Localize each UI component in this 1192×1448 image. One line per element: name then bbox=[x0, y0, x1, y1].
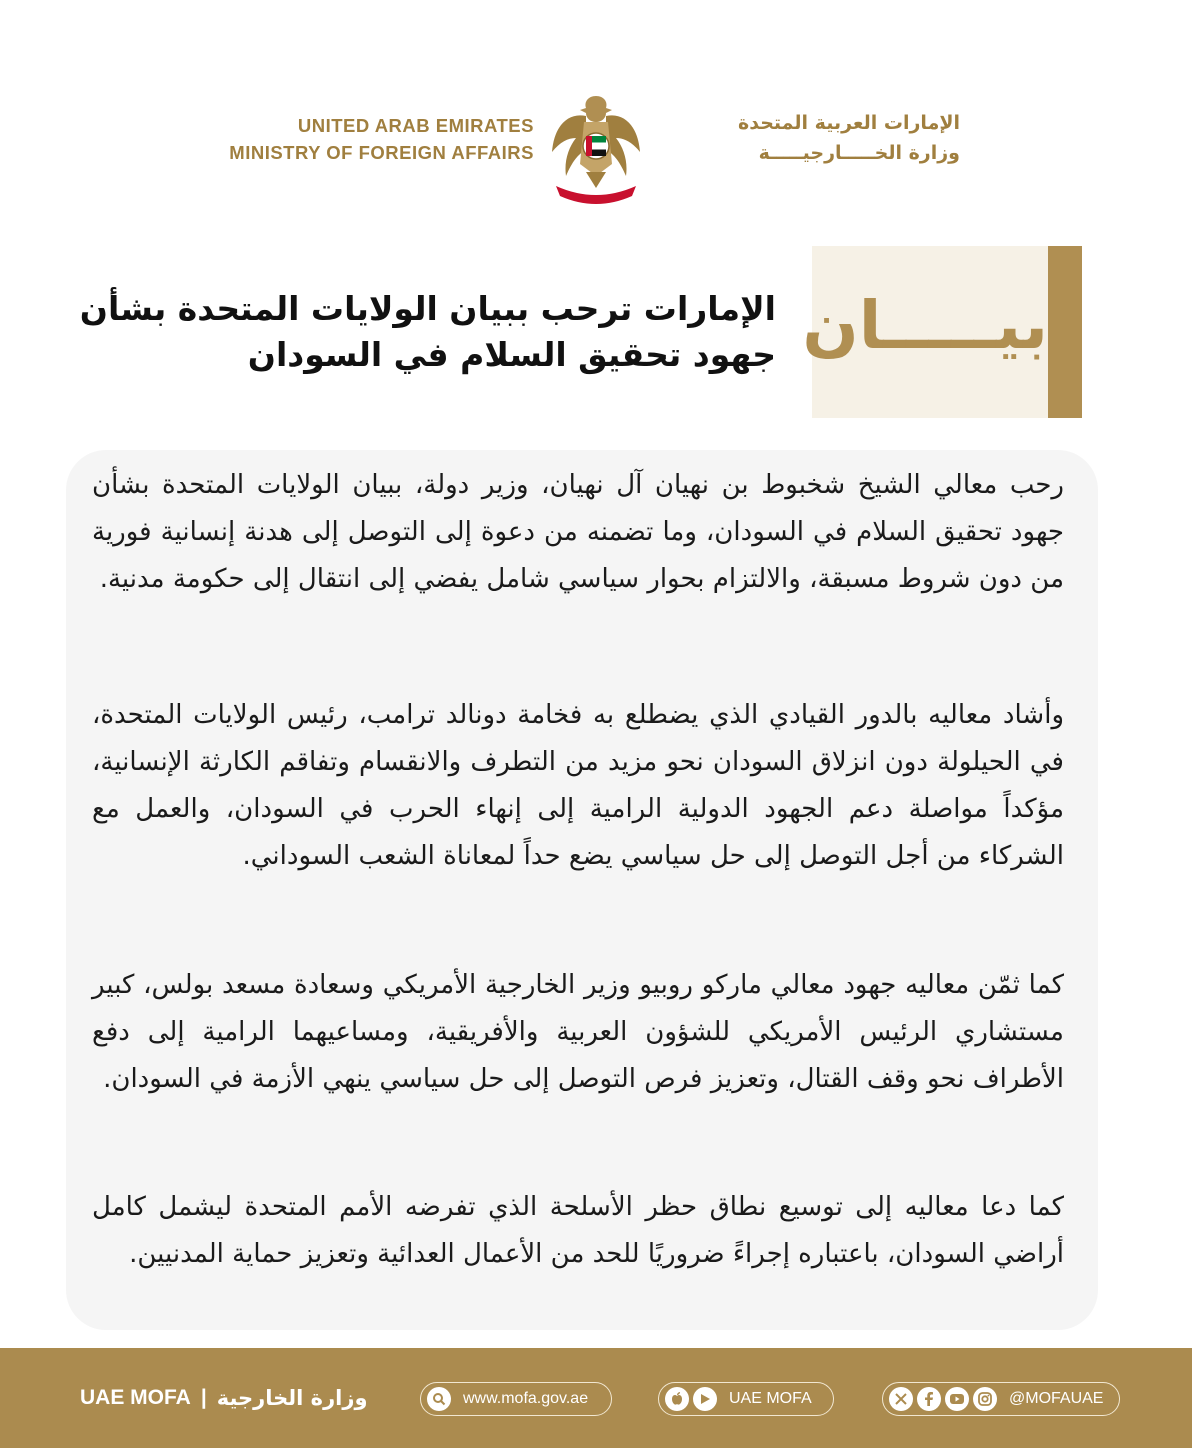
statement-tag-bar bbox=[1048, 246, 1082, 418]
brand-english: UAE MOFA bbox=[80, 1386, 191, 1409]
paragraph-1: رحب معالي الشيخ شخبوط بن نهيان آل نهيان، وزير دولة، ببيان الولايات المتحدة بشأن جهود تحقيق السلام في السودان، وما تضمنه من دعوة إلى التوصل إلى هدنة إنسانية فورية من دون شروط مسبقة، والالتزام بحوار سياسي شامل يفضي إلى انتقال إلى حكومة مدنية. bbox=[92, 470, 1064, 594]
brand-arabic: وزارة الخارجية bbox=[216, 1386, 368, 1410]
header-en-line2: MINISTRY OF FOREIGN AFFAIRS bbox=[229, 142, 534, 163]
header-ar-line1: الإمارات العربية المتحدة bbox=[738, 112, 960, 134]
youtube-icon bbox=[945, 1387, 969, 1411]
header-arabic bbox=[660, 108, 960, 168]
statement-tag-label: بيـــــان bbox=[802, 287, 1048, 364]
social-handle: @MOFAUAE bbox=[1009, 1390, 1104, 1407]
x-icon bbox=[889, 1387, 913, 1411]
footer bbox=[0, 1348, 1192, 1448]
header-ar-line2: وزارة الخـــــارجيـــــة bbox=[758, 142, 960, 164]
apple-icon bbox=[665, 1387, 689, 1411]
footer-brand bbox=[80, 1378, 368, 1418]
app-name: UAE MOFA bbox=[729, 1390, 812, 1407]
paragraph-2: وأشاد معاليه بالدور القيادي الذي يضطلع به فخامة دونالد ترامب، رئيس الولايات المتحدة، في الحيلولة دون انزلاق السودان نحو مزيد من التطرف والانقسام وتفاقم الكارثة الإنسانية، مؤكداً مواصلة دعم الجهود الدولية الرامية إلى إنهاء الحرب في السودان، والعمل مع الشركاء من أجل التوصل إلى حل سياسي يضع حداً لمعاناة الشعب السوداني. bbox=[92, 700, 1064, 871]
play-store-icon bbox=[693, 1387, 717, 1411]
page-title: الإمارات ترحب ببيان الولايات المتحدة بشأن جهود تحقيق السلام في السودان bbox=[79, 289, 776, 374]
search-icon bbox=[427, 1387, 451, 1411]
social-link[interactable] bbox=[882, 1382, 1120, 1416]
website-url: www.mofa.gov.ae bbox=[463, 1390, 589, 1407]
brand-separator: | bbox=[200, 1386, 207, 1409]
paragraph-4: كما دعا معاليه إلى توسيع نطاق حظر الأسلحة الذي تفرضه الأمم المتحدة ليشمل كامل أراضي السودان، باعتباره إجراءً ضروريًا للحد من الأعمال العدائية وتعزيز حماية المدنيين. bbox=[92, 1192, 1064, 1269]
paragraph-3: كما ثمّن معاليه جهود معالي ماركو روبيو وزير الخارجية الأمريكي وسعادة مسعد بولس، كبير مستشاري الرئيس الأمريكي للشؤون العربية والأفريقية، ومساعيهما الرامية إلى دفع الأطراف نحو وقف القتال، وتعزيز فرص التوصل إلى حل سياسي ينهي الأزمة في السودان. bbox=[92, 970, 1064, 1094]
header-en-line1: UNITED ARAB EMIRATES bbox=[297, 115, 534, 136]
instagram-icon bbox=[973, 1387, 997, 1411]
facebook-icon bbox=[917, 1387, 941, 1411]
header-english bbox=[200, 112, 534, 166]
statement-tag bbox=[802, 246, 1082, 418]
website-link[interactable] bbox=[420, 1382, 612, 1416]
app-link[interactable] bbox=[658, 1382, 834, 1416]
uae-emblem-icon bbox=[546, 92, 646, 204]
